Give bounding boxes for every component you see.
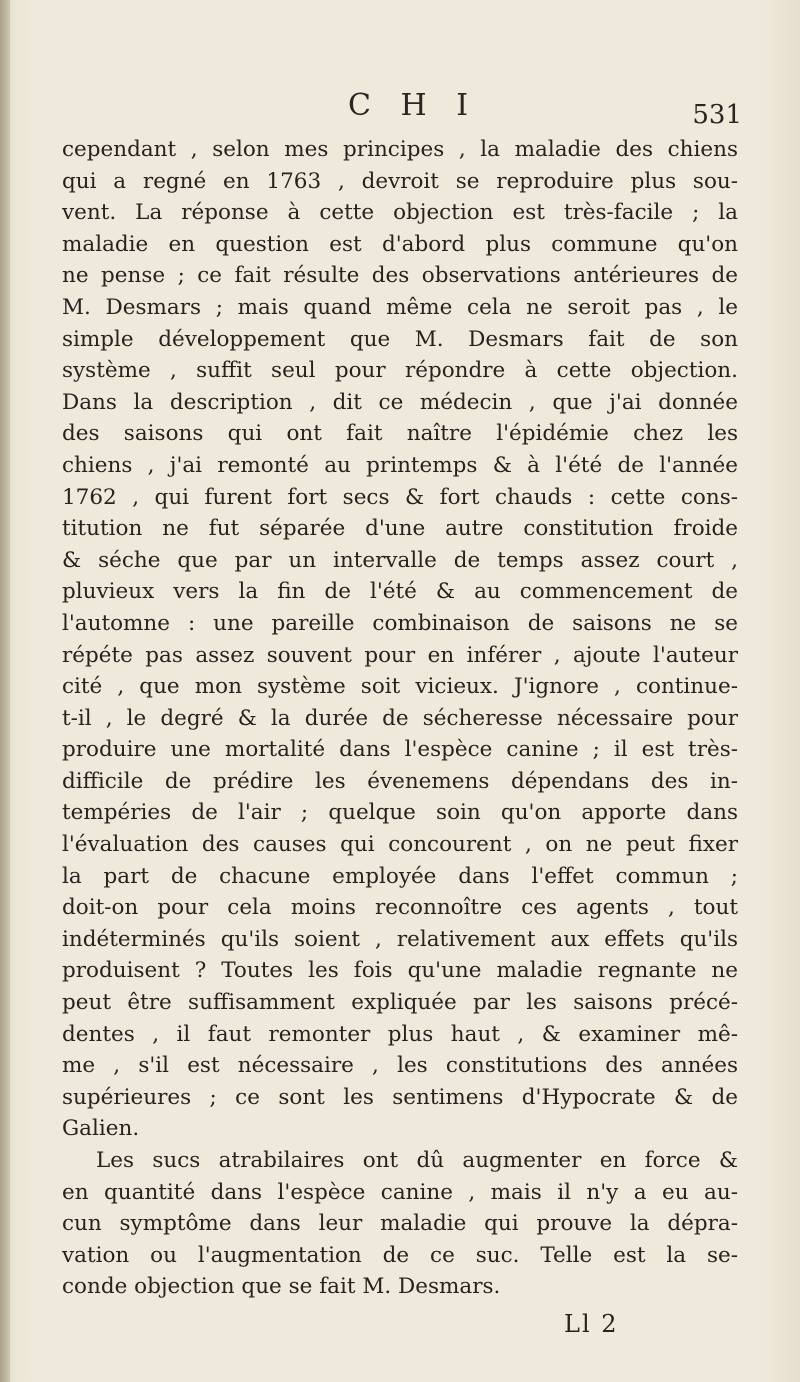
text-line: produire une mortalité dans l'espèce canine ; il est très- bbox=[62, 737, 738, 763]
text-line: pluvieux vers la fin de l'été & au commencement de bbox=[62, 579, 738, 605]
page-header bbox=[62, 86, 742, 136]
paragraph-1 bbox=[62, 134, 738, 1145]
text-line: & séche que par un intervalle de temps assez court , bbox=[62, 547, 738, 573]
text-line: indéterminés qu'ils soient , relativement aux effets qu'ils bbox=[62, 926, 738, 952]
text-line: vent. La réponse à cette objection est très-facile ; la bbox=[62, 200, 738, 226]
page-spine-shadow bbox=[0, 0, 10, 1382]
text-line: cependant , selon mes principes , la maladie des chiens bbox=[62, 137, 738, 162]
text-line: des saisons qui ont fait naître l'épidémie chez les bbox=[62, 421, 738, 447]
text-line: tempéries de l'air ; quelque soin qu'on apporte dans bbox=[62, 800, 738, 826]
text-line: difficile de prédire les évenemens dépendans des in- bbox=[62, 768, 738, 794]
text-line: qui a regné en 1763 , devroit se reproduire plus sou- bbox=[62, 168, 738, 194]
text-line: vation ou l'augmentation de ce suc. Telle est la se- bbox=[62, 1242, 738, 1268]
text-line: Les sucs atrabilaires ont dû augmenter en force & bbox=[96, 1148, 738, 1173]
text-line: l'évaluation des causes qui concourent , on ne peut fixer bbox=[62, 832, 738, 858]
running-head: C H I bbox=[348, 88, 479, 123]
text-line: produisent ? Toutes les fois qu'une maladie regnante ne bbox=[62, 958, 738, 984]
text-line: en quantité dans l'espèce canine , mais il n'y a eu au- bbox=[62, 1179, 738, 1205]
text-line: M. Desmars ; mais quand même cela ne seroit pas , le bbox=[62, 294, 738, 320]
text-line: conde objection que se fait M. Desmars. bbox=[62, 1274, 501, 1300]
text-line: titution ne fut séparée d'une autre constitution froide bbox=[62, 516, 738, 542]
text-line: maladie en question est d'abord plus commune qu'on bbox=[62, 231, 738, 257]
text-line: t-il , le degré & la durée de sécheresse nécessaire pour bbox=[62, 705, 738, 731]
body-text bbox=[62, 134, 738, 1303]
text-line: 1762 , qui furent fort secs & fort chauds : cette cons- bbox=[62, 484, 738, 510]
text-line: supérieures ; ce sont les sentimens d'Hypocrate & de bbox=[62, 1084, 738, 1110]
text-line: peut être suffisamment expliquée par les saisons précé- bbox=[62, 990, 738, 1016]
text-line: ne pense ; ce fait résulte des observations antérieures de bbox=[62, 263, 738, 289]
text-line: doit-on pour cela moins reconnoître ces agents , tout bbox=[62, 895, 738, 921]
text-line: système , suffit seul pour répondre à cette objection. bbox=[62, 358, 738, 384]
signature-mark: Ll 2 bbox=[564, 1310, 619, 1338]
page-number: 531 bbox=[692, 100, 742, 130]
paragraph-2 bbox=[62, 1145, 738, 1303]
text-line: simple développement que M. Desmars fait de son bbox=[62, 326, 738, 352]
text-line: l'automne : une pareille combinaison de saisons ne se bbox=[62, 610, 738, 636]
text-line: chiens , j'ai remonté au printemps & à l'été de l'année bbox=[62, 452, 738, 478]
text-line: Dans la description , dit ce médecin , que j'ai donnée bbox=[62, 389, 738, 415]
text-line: cun symptôme dans leur maladie qui prouve la dépra- bbox=[62, 1211, 738, 1237]
text-line: Galien. bbox=[62, 1116, 140, 1142]
text-line: dentes , il faut remonter plus haut , & examiner mê- bbox=[62, 1021, 738, 1047]
text-line: cité , que mon système soit vicieux. J'ignore , continue- bbox=[62, 674, 738, 700]
text-line: la part de chacune employée dans l'effet commun ; bbox=[62, 863, 738, 889]
text-line: me , s'il est nécessaire , les constitutions des années bbox=[62, 1053, 738, 1079]
text-line: répéte pas assez souvent pour en inférer , ajoute l'auteur bbox=[62, 642, 738, 668]
